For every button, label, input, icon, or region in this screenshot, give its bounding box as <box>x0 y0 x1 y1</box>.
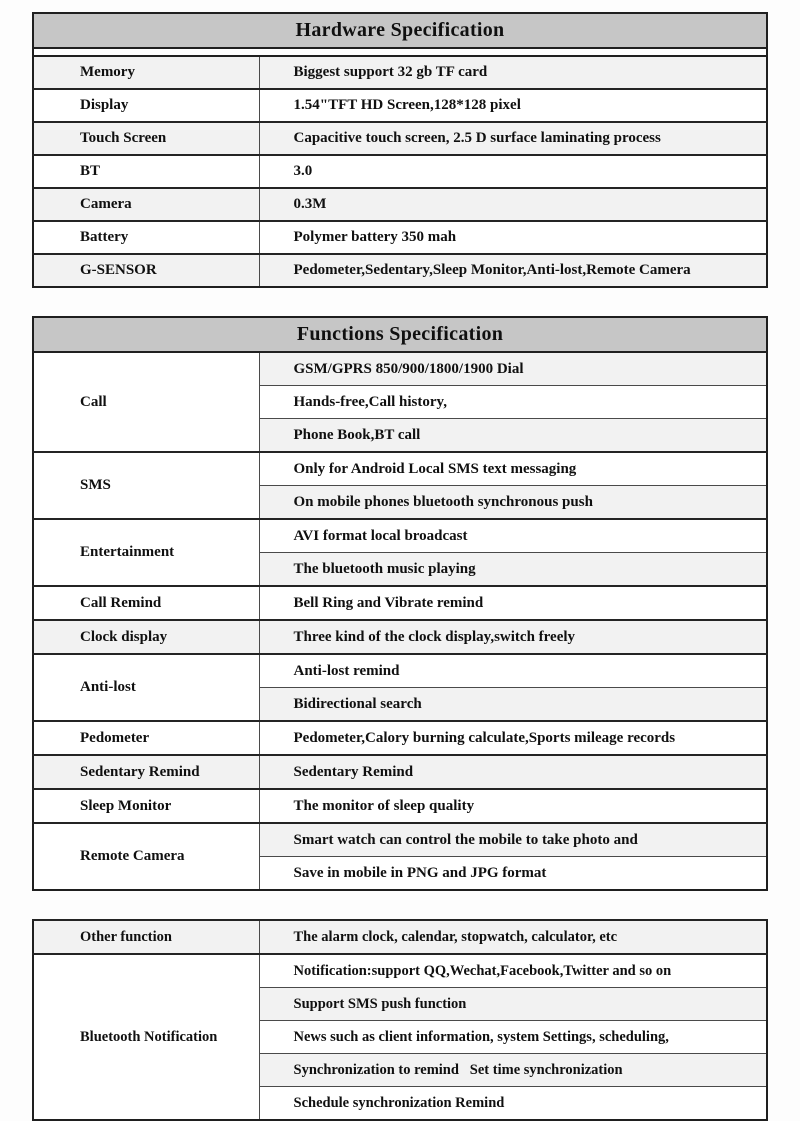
spec-value-cell: Notification:support QQ,Wechat,Facebook,Twitter and so on <box>259 954 767 988</box>
other-functions-table <box>32 919 768 1121</box>
spec-label-cell: Call <box>33 352 259 452</box>
spec-label-cell: SMS <box>33 452 259 519</box>
spec-label-cell: Display <box>33 89 259 122</box>
spec-label-cell: Anti-lost <box>33 654 259 721</box>
spec-value-cell: Bidirectional search <box>259 688 767 722</box>
spec-value-cell: Hands-free,Call history, <box>259 386 767 419</box>
hardware-spec-title: Hardware Specification <box>33 13 767 48</box>
spec-value-cell: Three kind of the clock display,switch freely <box>259 620 767 654</box>
spec-value-cell: Smart watch can control the mobile to take photo and <box>259 823 767 857</box>
spec-label-cell: G-SENSOR <box>33 254 259 287</box>
table-row <box>33 122 767 155</box>
table-row <box>33 56 767 89</box>
table-row <box>33 519 767 553</box>
spec-value-cell: 1.54"TFT HD Screen,128*128 pixel <box>259 89 767 122</box>
spec-label-cell: Sleep Monitor <box>33 789 259 823</box>
spec-label-cell: Other function <box>33 920 259 954</box>
table-row <box>33 221 767 254</box>
table-row <box>33 920 767 954</box>
table-row <box>33 254 767 287</box>
table-header-row <box>33 317 767 352</box>
spec-label-cell: Touch Screen <box>33 122 259 155</box>
spec-label-cell: Camera <box>33 188 259 221</box>
spec-label-cell: Remote Camera <box>33 823 259 890</box>
spec-label-cell: Sedentary Remind <box>33 755 259 789</box>
spec-value-cell: Phone Book,BT call <box>259 419 767 453</box>
spec-value-cell: The alarm clock, calendar, stopwatch, calculator, etc <box>259 920 767 954</box>
header-spacer <box>33 48 767 56</box>
table-row <box>33 755 767 789</box>
table-header-row <box>33 13 767 48</box>
spec-value-cell: Sedentary Remind <box>259 755 767 789</box>
spec-label-cell: Memory <box>33 56 259 89</box>
spec-value-cell: Anti-lost remind <box>259 654 767 688</box>
spec-value-cell: Pedometer,Calory burning calculate,Sports mileage records <box>259 721 767 755</box>
spec-label-cell: Battery <box>33 221 259 254</box>
table-row <box>33 586 767 620</box>
spec-value-cell: Bell Ring and Vibrate remind <box>259 586 767 620</box>
spec-value-cell: GSM/GPRS 850/900/1800/1900 Dial <box>259 352 767 386</box>
functions-spec-title: Functions Specification <box>33 317 767 352</box>
spec-value-cell: Schedule synchronization Remind <box>259 1087 767 1121</box>
spec-label-cell: Bluetooth Notification <box>33 954 259 1120</box>
spec-value-cell: 0.3M <box>259 188 767 221</box>
table-row <box>33 188 767 221</box>
table-row <box>33 654 767 688</box>
table-row <box>33 789 767 823</box>
spec-label-cell: Entertainment <box>33 519 259 586</box>
table-row <box>33 352 767 386</box>
spec-value-cell: News such as client information, system Settings, scheduling, <box>259 1021 767 1054</box>
spec-value-cell: The bluetooth music playing <box>259 553 767 587</box>
functions-spec-table <box>32 316 768 891</box>
spec-value-cell: Support SMS push function <box>259 988 767 1021</box>
spec-label-cell: Clock display <box>33 620 259 654</box>
spec-value-cell: The monitor of sleep quality <box>259 789 767 823</box>
table-row <box>33 823 767 857</box>
spec-label-cell: Call Remind <box>33 586 259 620</box>
spec-value-cell: Polymer battery 350 mah <box>259 221 767 254</box>
spec-value-cell: Capacitive touch screen, 2.5 D surface laminating process <box>259 122 767 155</box>
spec-value-cell: Only for Android Local SMS text messaging <box>259 452 767 486</box>
spec-value-cell: AVI format local broadcast <box>259 519 767 553</box>
table-row <box>33 620 767 654</box>
spec-label-cell: BT <box>33 155 259 188</box>
spec-value-cell: Save in mobile in PNG and JPG format <box>259 857 767 891</box>
table-row <box>33 89 767 122</box>
table-row <box>33 155 767 188</box>
spec-value-cell: Synchronization to remind Set time synchronization <box>259 1054 767 1087</box>
spec-value-cell: Pedometer,Sedentary,Sleep Monitor,Anti-lost,Remote Camera <box>259 254 767 287</box>
table-row <box>33 954 767 988</box>
table-row <box>33 721 767 755</box>
hardware-spec-table <box>32 12 768 288</box>
table-row <box>33 452 767 486</box>
spec-value-cell: On mobile phones bluetooth synchronous push <box>259 486 767 520</box>
spec-value-cell: Biggest support 32 gb TF card <box>259 56 767 89</box>
spec-value-cell: 3.0 <box>259 155 767 188</box>
spec-label-cell: Pedometer <box>33 721 259 755</box>
